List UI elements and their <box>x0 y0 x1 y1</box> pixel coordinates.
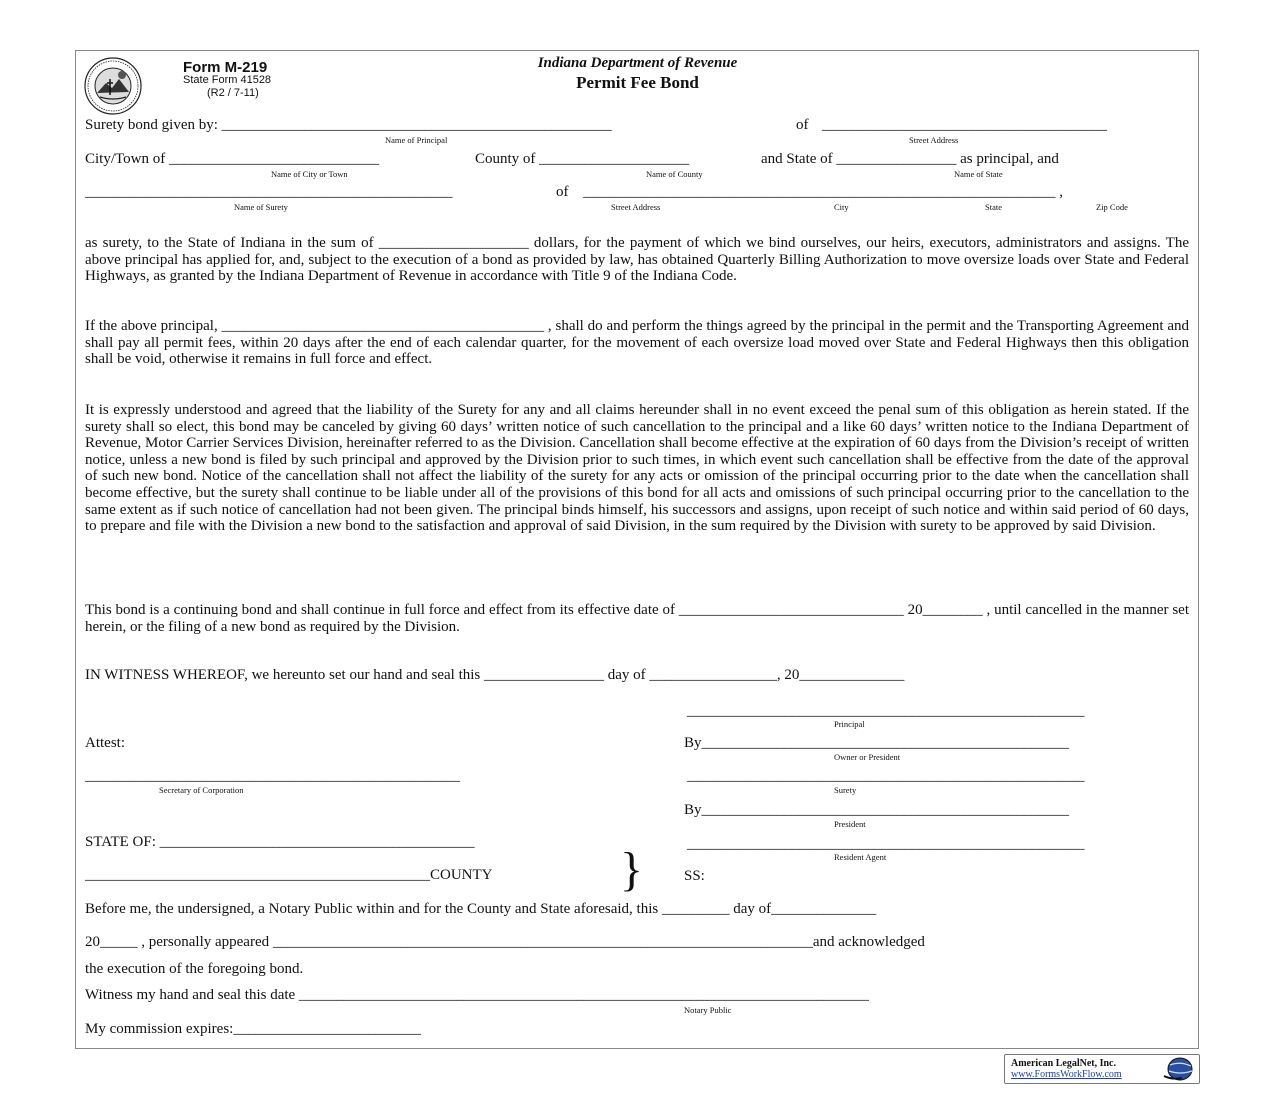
caption-name-of-principal: Name of Principal <box>385 135 448 145</box>
city-town-field[interactable]: City/Town of ____________________________ <box>85 151 379 167</box>
caption-resident-agent: Resident Agent <box>834 852 887 862</box>
state-form-number: State Form 41528 <box>183 74 272 86</box>
owner-signature-line[interactable]: By_________________________________________________ <box>684 735 1070 751</box>
resident-agent-line[interactable]: _____________________________________________________ <box>687 836 1085 852</box>
caption-president: President <box>834 819 866 829</box>
forms-workflow-link[interactable]: www.FormsWorkFlow.com <box>1011 1069 1122 1080</box>
caption-state: State <box>985 202 1002 212</box>
caption-name-of-county: Name of County <box>646 169 703 179</box>
paragraph-obligation: If the above principal, ___________________________________________ , shall do and perform the things agreed by the principal in the permit and the Transporting Agreement and shall pay all permit fees, within 20 days after the end of each calendar quarter, for the movement of each oversize load moved over State and Federal Highways then this obligation shall be void, otherwise it remains in full force and effect. <box>85 318 1189 368</box>
state-of-field[interactable]: STATE OF: __________________________________________ <box>85 834 475 850</box>
county-venue-field[interactable]: ______________________________________________COUNTY <box>85 867 493 883</box>
attest-label: Attest: <box>85 735 125 751</box>
revision-date: (R2 / 7-11) <box>207 87 259 99</box>
secretary-signature-line[interactable]: __________________________________________________ <box>85 768 460 784</box>
caption-name-of-surety: Name of Surety <box>234 202 288 212</box>
surety-address-field[interactable]: _______________________________________________________________ , <box>583 184 1063 200</box>
caption-secretary: Secretary of Corporation <box>159 785 244 795</box>
witness-whereof-line[interactable]: IN WITNESS WHEREOF, we hereunto set our hand and seal this ________________ day of _________________, 20______________ <box>85 667 905 683</box>
notary-appeared-line[interactable]: 20_____ , personally appeared ________________________________________________________________________and acknowledged <box>85 934 925 950</box>
legalnet-badge[interactable] <box>1004 1054 1200 1084</box>
form-title: Permit Fee Bond <box>576 73 699 92</box>
caption-name-of-state: Name of State <box>954 169 1003 179</box>
notary-before-me-line[interactable]: Before me, the undersigned, a Notary Public within and for the County and State aforesaid, this _________ day of______________ <box>85 901 877 917</box>
surety-name-field[interactable]: _________________________________________________ <box>85 184 453 200</box>
form-number: Form M-219 <box>183 59 268 76</box>
company-name: American LegalNet, Inc. <box>1011 1058 1116 1069</box>
caption-zip-code: Zip Code <box>1096 202 1128 212</box>
president-signature-line[interactable]: By_________________________________________________ <box>684 802 1070 818</box>
principal-street-field[interactable]: ______________________________________ <box>822 117 1107 133</box>
paragraph-surety-sum: as surety, to the State of Indiana in the sum of ____________________ dollars, for the payment of which we bind ourselves, our heirs, executors, administrators and assigns. The above principal has applied for, and, subject to the execution of a bond as provided by law, has obtained Quarterly Billing Authorization to move oversize loads over State and Federal Highways, as granted by the Indiana Department of Revenue in accordance with Title 9 of the Indiana Code. <box>85 235 1189 285</box>
notary-witness-date-line[interactable]: Witness my hand and seal this date ____________________________________________________________________________ <box>85 987 869 1003</box>
globe-icon <box>1162 1056 1196 1082</box>
caption-principal: Principal <box>834 719 865 729</box>
caption-street-address: Street Address <box>909 135 959 145</box>
state-field[interactable]: and State of ________________ as principal, and <box>761 151 1059 167</box>
venue-brace: } <box>620 843 644 896</box>
caption-name-of-city: Name of City or Town <box>271 169 348 179</box>
ss-label: SS: <box>684 868 705 884</box>
caption-notary-public: Notary Public <box>684 1005 732 1015</box>
principal-signature-line[interactable]: _____________________________________________________ <box>687 703 1085 719</box>
paragraph-continuing-bond: This bond is a continuing bond and shall continue in full force and effect from its effective date of ______________________________ 20________ , until cancelled in the manner set herein, or the filing of a new bond as required by the Division. <box>85 602 1189 635</box>
surety-signature-line[interactable]: _____________________________________________________ <box>687 768 1085 784</box>
of-label: of <box>796 117 809 133</box>
of-label-2: of <box>556 184 569 200</box>
department-name: Indiana Department of Revenue <box>537 55 738 71</box>
commission-expires-field[interactable]: My commission expires:_________________________ <box>85 1021 421 1037</box>
county-field[interactable]: County of ____________________ <box>475 151 690 167</box>
paragraph-cancellation: It is expressly understood and agreed that the liability of the Surety for any and all claims hereunder shall in no event exceed the penal sum of this obligation as herein stated. If the surety shall so elect, this bond may be canceled by giving 60 days’ written notice of such cancellation to the principal and a like 60 days’ written notice to the Indiana Department of Revenue, Motor Carrier Services Division, hereinafter referred to as the Division. Cancellation shall become effective at the expiration of 60 days from the Division’s receipt of written notice, unless a new bond is filed by such principal and approved by the Division prior to such times, in which event such cancellation shall be effective from the date of the approval of such new bond. Notice of the cancellation shall not affect the liability of the surety for any acts or omission of the principal occurring prior to the date when the cancellation shall become effective, but the surety shall continue to be liable under all of the provisions of this bond for all acts and omissions of such principal occurring prior to the cancellation to the same extent as if such notice of cancellation had not been given. The principal binds himself, his successors and assigns, upon receipt of such notice and within said period of 60 days, to prepare and file with the Division a new bond to the satisfaction and approval of said Division, in the sum required by the Division with surety to be approved by said Division. <box>85 402 1189 535</box>
caption-city: City <box>834 202 849 212</box>
surety-bond-given-by-field[interactable]: Surety bond given by: ____________________________________________________ <box>85 117 612 133</box>
caption-street-address-2: Street Address <box>611 202 661 212</box>
caption-owner-or-president: Owner or President <box>834 752 901 762</box>
notary-execution-text: the execution of the foregoing bond. <box>85 961 304 977</box>
caption-surety: Surety <box>834 785 857 795</box>
